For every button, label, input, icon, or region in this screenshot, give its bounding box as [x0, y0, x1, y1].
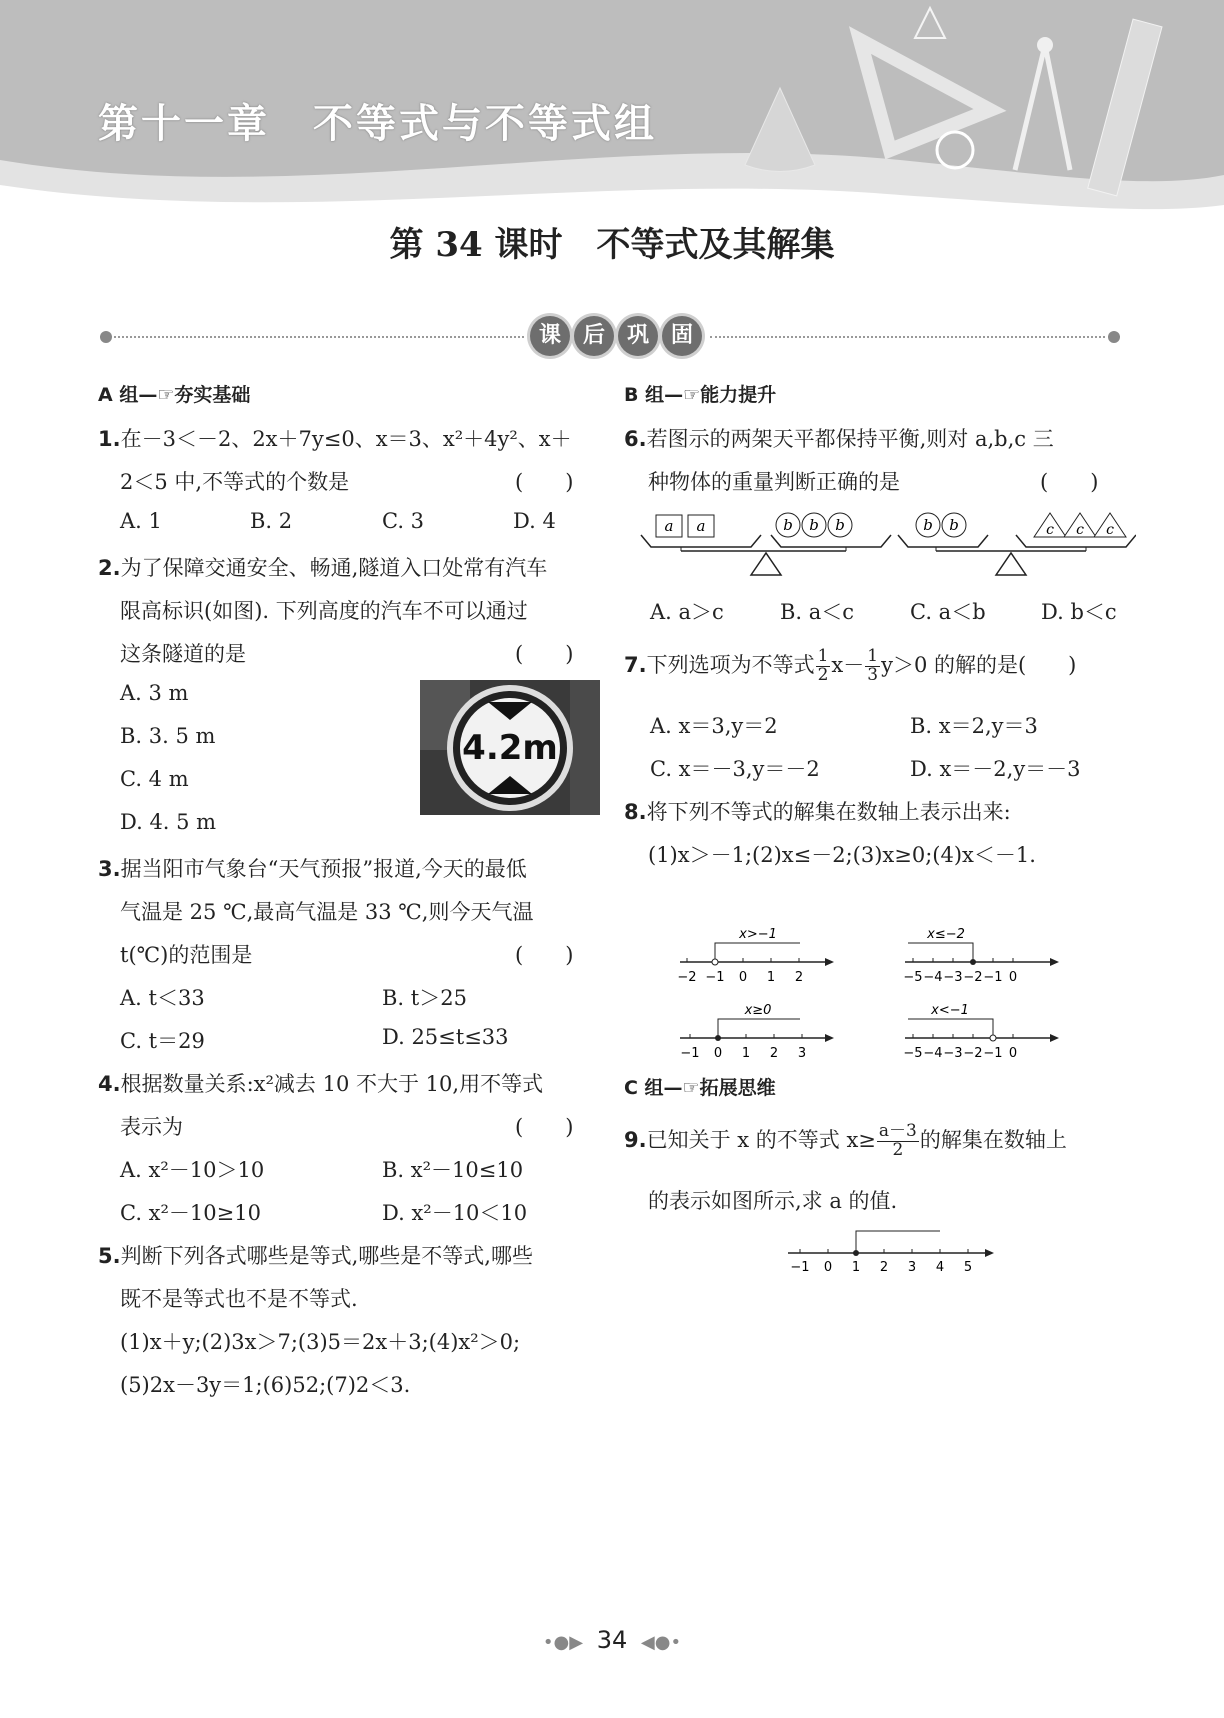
tick-label: 1 — [741, 1046, 751, 1060]
question-text: 既不是等式也不是不等式. — [120, 1287, 358, 1311]
answer-paren: ( ) — [515, 1115, 574, 1139]
tick-label: 5 — [963, 1260, 973, 1275]
option-b: B. x＝2,y＝3 — [910, 714, 1038, 738]
tick-label: 2 — [794, 970, 804, 985]
tick-label: −3 — [943, 970, 963, 985]
group-b-heading: B 组—☞能力提升 — [624, 384, 777, 406]
question-text: 将下列不等式的解集在数轴上表示出来: — [646, 800, 1011, 824]
number-line-3 — [680, 1003, 834, 1060]
badge-char: 巩 — [618, 316, 658, 356]
question-text: (1)x＋y;(2)3x＞7;(3)5＝2x＋3;(4)x²＞0; — [120, 1330, 521, 1354]
balance-scale-1 — [641, 513, 891, 575]
page-arrow-left-icon: •●▶ — [542, 1632, 584, 1653]
tick-label: −5 — [903, 970, 923, 985]
tick-label: 3 — [907, 1260, 917, 1275]
question-text: (1)x＞－1;(2)x≤－2;(3)x≥0;(4)x＜－1. — [648, 843, 1036, 867]
question-text: 据当阳市气象台“天气预报”报道,今天的最低 — [120, 857, 527, 881]
page-arrow-right-icon: ◀●• — [640, 1632, 682, 1653]
question-text: 限高标识(如图). 下列高度的汽车不可以通过 — [120, 599, 528, 623]
tick-label: −5 — [903, 1046, 923, 1060]
number-line-4 — [903, 1003, 1059, 1060]
option-c: C. x＝－3,y＝－2 — [650, 757, 820, 781]
answer-paren: ( ) — [1040, 470, 1099, 494]
group-a-heading: A 组—☞夯实基础 — [98, 384, 251, 406]
question-number: 1. — [98, 427, 121, 451]
tick-label: −1 — [680, 1046, 700, 1060]
tick-label: 2 — [879, 1260, 889, 1275]
label-b: b — [809, 516, 819, 534]
question-text: 表示为 — [120, 1115, 183, 1139]
number-line-1 — [677, 927, 834, 985]
option-a: A. a＞c — [650, 600, 724, 624]
option-d: D. 4. 5 m — [120, 810, 217, 834]
label-a: a — [696, 517, 706, 535]
tick-label: 0 — [713, 1046, 723, 1060]
tick-label: 1 — [851, 1260, 861, 1275]
group-c-heading: C 组—☞拓展思维 — [624, 1077, 776, 1099]
section-badge — [524, 316, 704, 358]
badge-char: 后 — [574, 316, 614, 356]
axis-label: x≥0 — [744, 1003, 772, 1018]
option-c: C. 4 m — [120, 767, 189, 791]
tick-label: −4 — [923, 970, 943, 985]
fraction: $\frac{1}{2}$ — [817, 646, 829, 685]
divider-dot-left — [100, 331, 112, 343]
tick-label: −2 — [963, 1046, 983, 1060]
question-text: 若图示的两架天平都保持平衡,则对 a,b,c 三 — [646, 427, 1054, 451]
answer-paren: ( ) — [515, 943, 574, 967]
divider-dot-right — [1108, 331, 1120, 343]
badge-char: 固 — [662, 316, 702, 356]
label-c: c — [1076, 522, 1084, 538]
label-b: b — [835, 516, 845, 534]
fraction: $\frac{1}{3}$ — [867, 646, 879, 685]
option-c: C. x²－10≥10 — [120, 1201, 261, 1225]
chapter-banner — [0, 0, 1224, 215]
question-text: 在－3＜－2、2x＋7y≤0、x＝3、x²＋4y²、x＋ — [120, 427, 572, 451]
question-text: (5)2x－3y＝1;(6)52;(7)2＜3. — [120, 1373, 411, 1397]
question-number: 8. — [624, 800, 647, 824]
tick-label: −1 — [705, 970, 725, 985]
label-a: a — [664, 517, 674, 535]
label-c: c — [1106, 522, 1114, 538]
question-text: 下列选项为不等式 — [646, 652, 815, 677]
question-text: t(℃)的范围是 — [120, 943, 253, 967]
tick-label: 2 — [769, 1046, 779, 1060]
fraction: $\frac{a-3}{2}$ — [878, 1121, 917, 1160]
tick-label: 0 — [823, 1260, 833, 1275]
tick-label: −1 — [790, 1260, 810, 1275]
height-limit-sign-photo — [420, 680, 600, 815]
tick-label: 1 — [766, 970, 776, 985]
option-d: D. 25≤t≤33 — [382, 1025, 509, 1049]
option-a: A. 1 — [120, 509, 162, 533]
tick-label: −3 — [943, 1046, 963, 1060]
page-footer — [0, 1626, 1224, 1654]
tick-label: −2 — [963, 970, 983, 985]
option-d: D. 4 — [513, 509, 556, 533]
question-number: 6. — [624, 427, 647, 451]
question-number: 5. — [98, 1244, 121, 1268]
tick-label: 3 — [797, 1046, 807, 1060]
sign-text: 4.2m — [462, 728, 558, 768]
tick-label: −1 — [983, 1046, 1003, 1060]
option-a: A. 3 m — [120, 681, 189, 705]
question-text: 根据数量关系:x²减去 10 不大于 10,用不等式 — [120, 1072, 544, 1096]
tick-label: 0 — [738, 970, 748, 985]
page-number: 34 — [596, 1626, 628, 1654]
question-text: 判断下列各式哪些是等式,哪些是不等式,哪些 — [120, 1244, 533, 1268]
question-text: 的表示如图所示,求 a 的值. — [648, 1189, 898, 1213]
answer-paren: ( ) — [515, 470, 574, 494]
lesson-title: 第 34 课时 不等式及其解集 — [389, 225, 835, 265]
question-number: 2. — [98, 556, 121, 580]
number-line-figures — [660, 910, 1080, 1060]
option-c: C. t＝29 — [120, 1029, 205, 1053]
tick-label: 0 — [1008, 970, 1018, 985]
option-b: B. a＜c — [780, 600, 855, 624]
option-d: D. b＜c — [1041, 600, 1117, 624]
option-b: B. t＞25 — [382, 986, 467, 1010]
tick-label: 0 — [1008, 1046, 1018, 1060]
option-b: B. 3. 5 m — [120, 724, 216, 748]
label-b: b — [923, 516, 933, 534]
option-d: D. x＝－2,y＝－3 — [910, 757, 1081, 781]
option-b: B. x²－10≤10 — [382, 1158, 524, 1182]
chapter-title: 第十一章 不等式与不等式组 — [98, 101, 657, 147]
balance-scales-figure — [636, 505, 1136, 585]
question-number: 9. — [624, 1127, 647, 1152]
number-line-2 — [903, 927, 1059, 985]
number-line-q9 — [780, 1225, 1000, 1275]
option-c: C. a＜b — [910, 600, 986, 624]
balance-scale-2 — [898, 513, 1136, 575]
option-a: A. t＜33 — [120, 986, 205, 1010]
question-number: 3. — [98, 857, 121, 881]
question-text: 为了保障交通安全、畅通,隧道入口处常有汽车 — [120, 556, 548, 580]
question-number: 4. — [98, 1072, 121, 1096]
tick-label: 4 — [935, 1260, 945, 1275]
question-text: 气温是 25 ℃,最高气温是 33 ℃,则今天气温 — [120, 900, 534, 924]
answer-paren: ( ) — [515, 642, 574, 666]
question-text: 2＜5 中,不等式的个数是 — [120, 470, 350, 494]
question-text: 种物体的重量判断正确的是 — [648, 470, 900, 494]
tick-label: −4 — [923, 1046, 943, 1060]
axis-label: x≤−2 — [927, 927, 965, 942]
option-a: A. x＝3,y＝2 — [650, 714, 778, 738]
question-text: 已知关于 x 的不等式 x≥ — [646, 1127, 876, 1152]
label-b: b — [783, 516, 793, 534]
badge-char: 课 — [530, 316, 570, 356]
label-c: c — [1046, 522, 1054, 538]
option-a: A. x²－10＞10 — [120, 1158, 265, 1182]
question-number: 7. — [624, 652, 647, 677]
axis-label: x<−1 — [931, 1003, 969, 1018]
question-text: 这条隧道的是 — [120, 642, 246, 666]
axis-label: x>−1 — [739, 927, 777, 942]
tick-label: −1 — [983, 970, 1003, 985]
label-b: b — [949, 516, 959, 534]
option-b: B. 2 — [250, 509, 293, 533]
option-d: D. x²－10＜10 — [382, 1201, 528, 1225]
option-c: C. 3 — [382, 509, 425, 533]
tick-label: −2 — [677, 970, 697, 985]
